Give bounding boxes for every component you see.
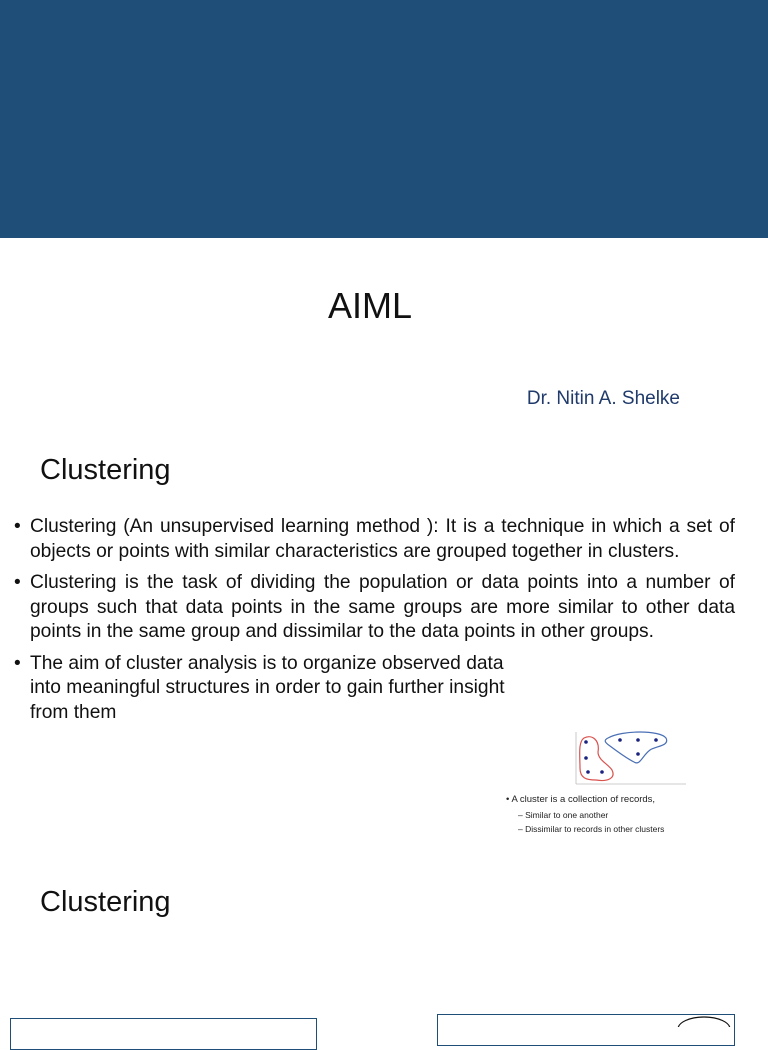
bullet-list — [14, 515, 735, 732]
bullet-text: Clustering is the task of dividing the population or data points into a number of groups such that data points in the same groups are more similar to other data points in the same group and dissimilar to the data points in other groups. — [30, 572, 735, 642]
bullet-text: Clustering (An unsupervised learning method ): It is a technique in which a set of objects or points with similar characteristics are grouped together in clusters. — [30, 516, 735, 562]
section-heading: Clustering — [40, 454, 171, 486]
cluster-figure — [506, 728, 738, 843]
data-point — [584, 756, 588, 760]
bullet-dot: • — [14, 516, 21, 537]
data-point — [600, 770, 604, 774]
data-point — [586, 770, 590, 774]
diagram-box-right — [437, 1014, 735, 1046]
diagram-circle-icon — [674, 1015, 734, 1027]
bullet-item — [14, 652, 510, 726]
diagram-box-left — [10, 1018, 317, 1050]
figure-sub-item: – Dissimilar to records in other clusters — [518, 824, 665, 834]
data-point — [618, 738, 622, 742]
bullet-item — [14, 515, 735, 564]
figure-caption: • A cluster is a collection of records, — [506, 794, 656, 805]
section-heading-2: Clustering — [40, 886, 171, 918]
cluster-scatter-plot — [562, 728, 690, 790]
slide-title: AIML — [327, 285, 413, 326]
data-point — [636, 752, 640, 756]
bullet-item — [14, 571, 735, 645]
bullet-text: The aim of cluster analysis is to organize observed data into meaningful structures in order to gain further insight from them — [30, 652, 505, 723]
cluster-outline-right — [605, 732, 666, 763]
bullet-dot: • — [14, 652, 21, 674]
data-point — [654, 738, 658, 742]
figure-sub-item: – Similar to one another — [518, 810, 609, 820]
data-point — [584, 740, 588, 744]
title-banner — [0, 0, 768, 238]
bullet-dot: • — [14, 572, 21, 593]
data-point — [636, 738, 640, 742]
author-name: Dr. Nitin A. Shelke — [526, 388, 680, 409]
